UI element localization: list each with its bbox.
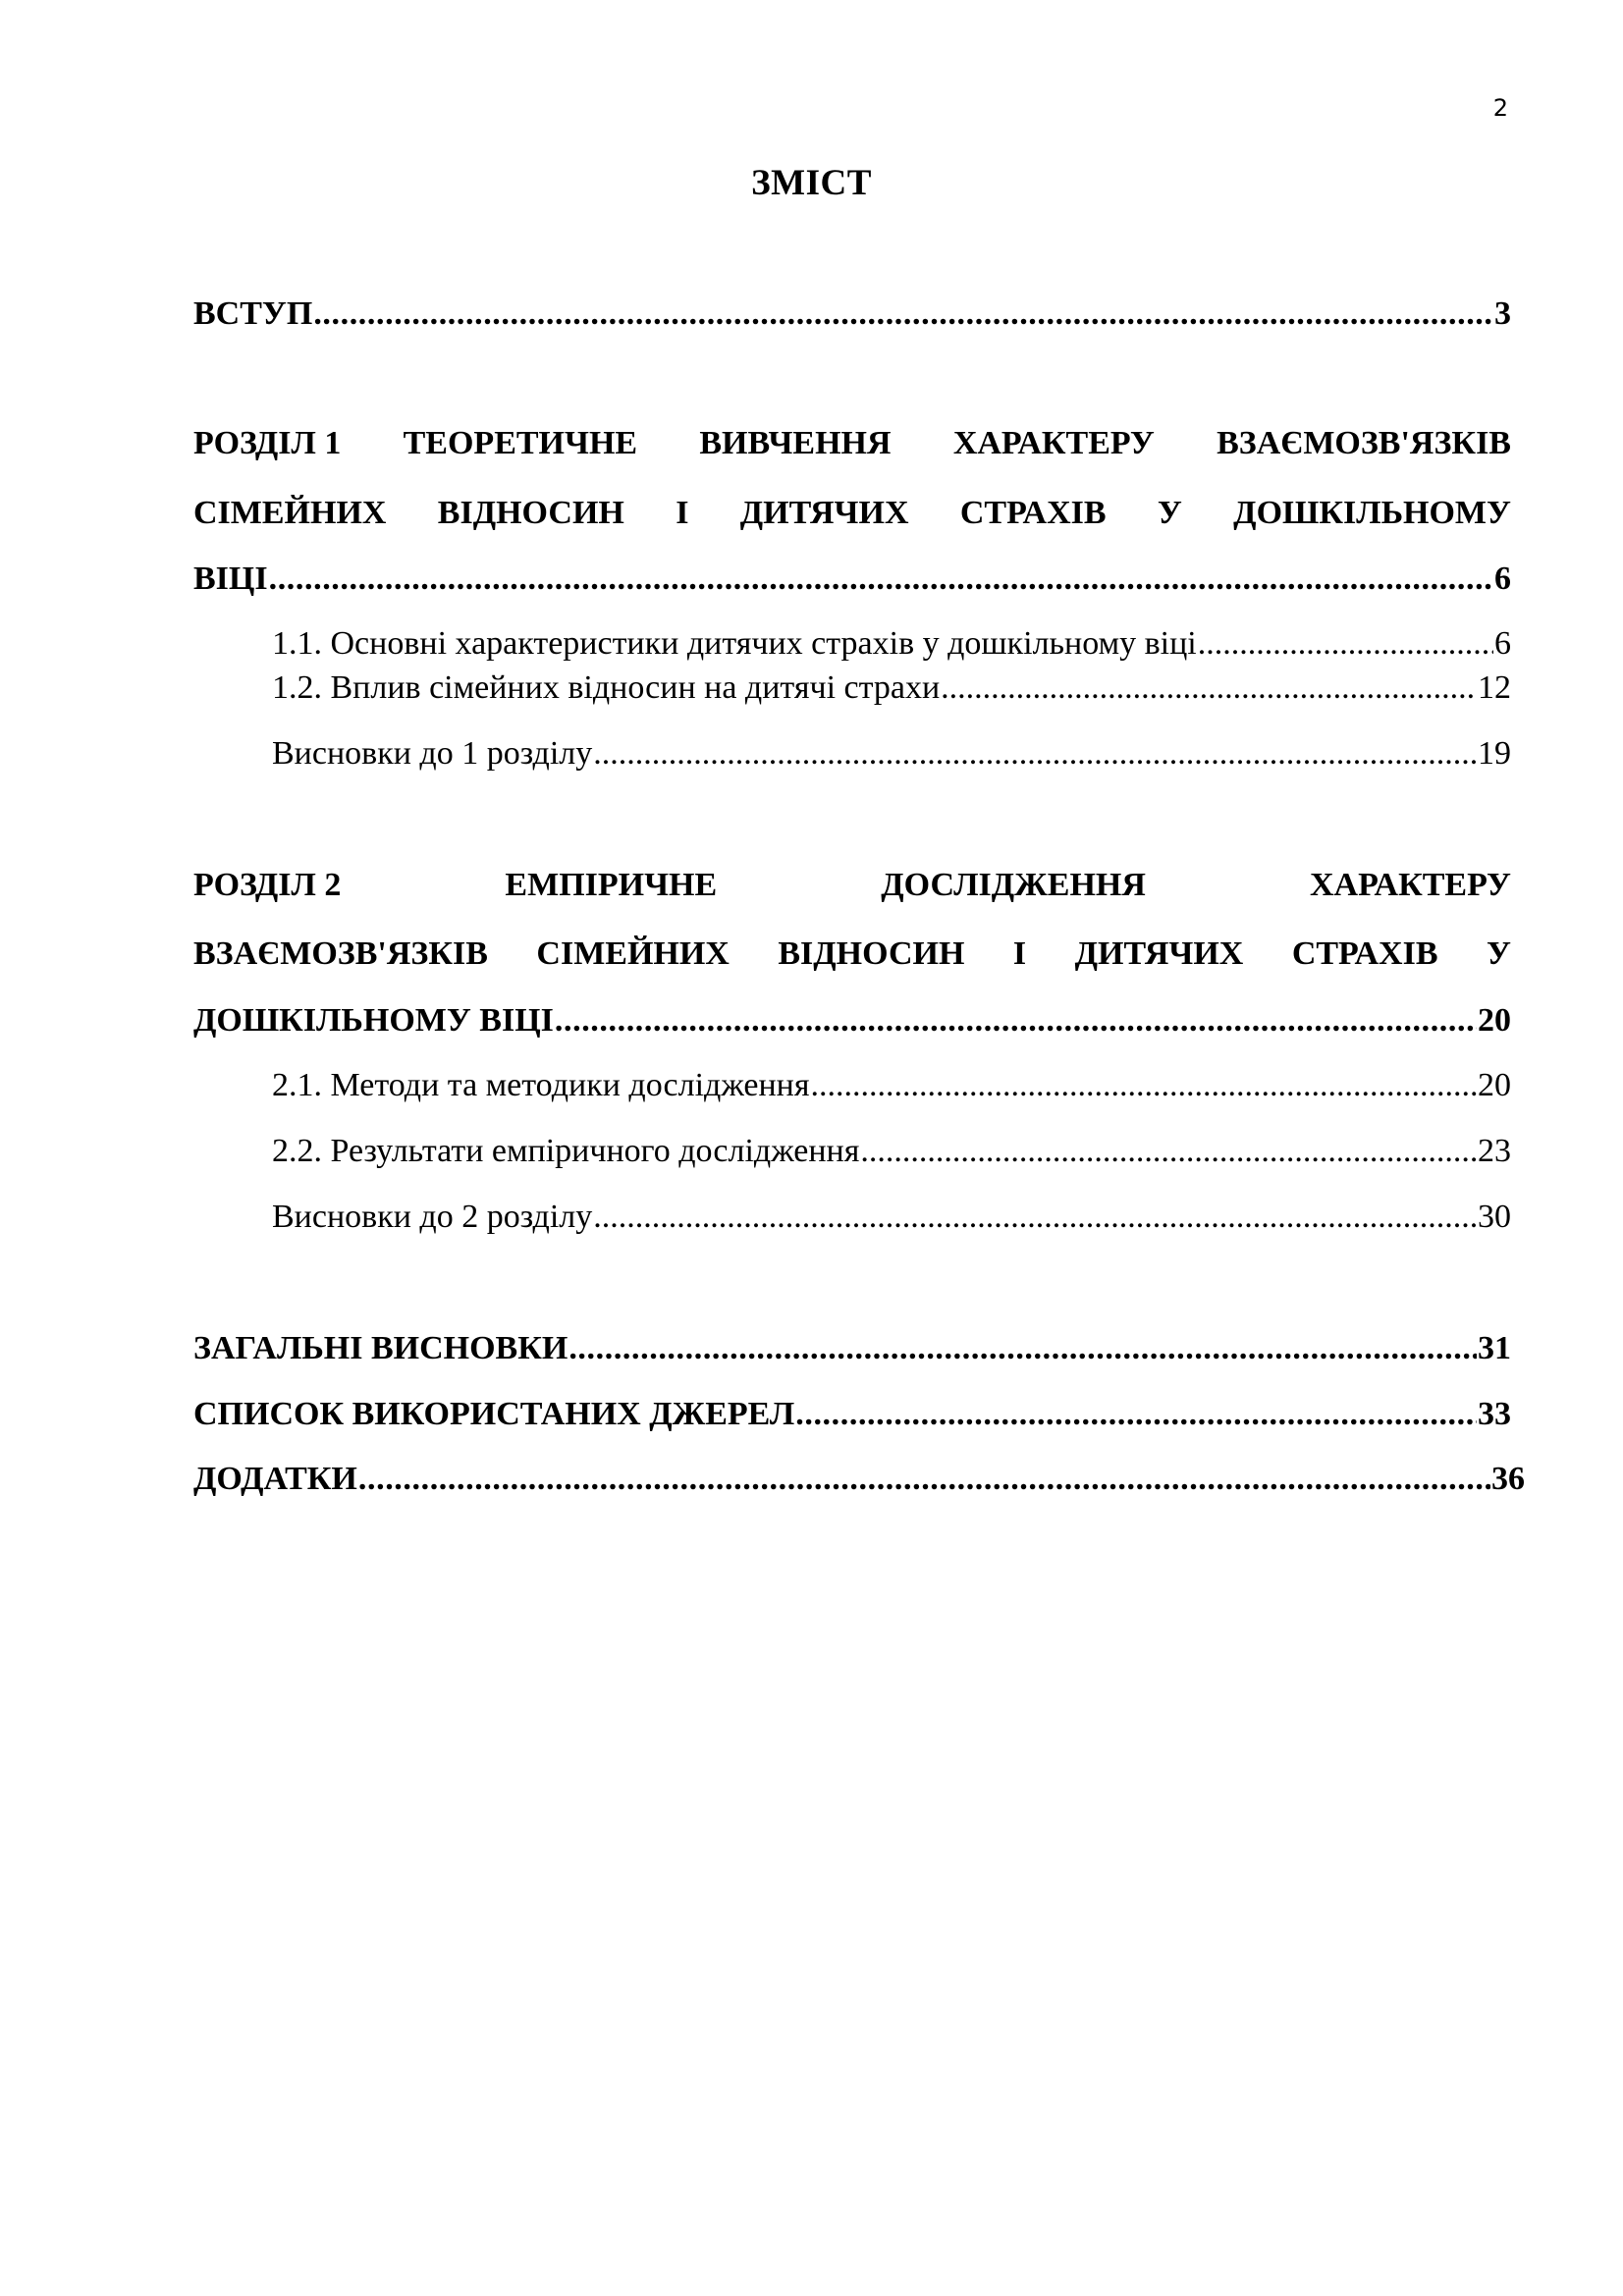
toc-entry-label: СПИСОК ВИКОРИСТАНИХ ДЖЕРЕЛ — [193, 1396, 795, 1432]
toc-entry-intro[interactable] — [193, 297, 1511, 331]
toc-entry-page: 20 — [1478, 1002, 1511, 1039]
heading-word: ДИТЯЧИХ — [1074, 935, 1244, 972]
dot-leader — [860, 1135, 1477, 1168]
heading-word: ВІДНОСИН — [437, 495, 624, 531]
dot-leader — [568, 1332, 1477, 1365]
toc-entry-page: 33 — [1478, 1396, 1511, 1432]
toc-entry-1-conclusions[interactable] — [272, 737, 1511, 771]
toc-entry-label: 2.2. Результати емпіричного дослідження — [272, 1133, 860, 1169]
toc-entry-1-1[interactable] — [272, 627, 1511, 661]
heading-word: СТРАХІВ — [959, 495, 1107, 531]
toc-entry-page: 30 — [1478, 1199, 1511, 1235]
toc-entry-2-2[interactable] — [272, 1135, 1511, 1168]
toc-entry-label: 1.1. Основні характеристики дитячих страхів у дошкільному віці — [272, 625, 1197, 662]
heading-word: ДОСЛІДЖЕННЯ — [881, 867, 1146, 903]
dot-leader — [593, 1201, 1477, 1234]
toc-entry-page: 12 — [1478, 669, 1511, 706]
heading-word: ДИТЯЧИХ — [739, 495, 909, 531]
toc-entry-label: ВСТУП — [193, 295, 313, 332]
heading-word: У — [1157, 495, 1182, 531]
dot-leader — [941, 671, 1477, 705]
dot-leader — [269, 562, 1493, 596]
toc-entry-general-conclusions[interactable] — [193, 1332, 1511, 1365]
toc-entry-label: ДОДАТКИ — [193, 1461, 357, 1497]
heading-word: ТЕОРЕТИЧНЕ — [403, 425, 638, 461]
heading-word: ДОШКІЛЬНОМУ — [1233, 495, 1511, 531]
heading-word: РОЗДІЛ 2 — [193, 867, 342, 903]
toc-entry-1-2[interactable] — [272, 671, 1511, 705]
section-2-heading-line-1[interactable] — [193, 869, 1511, 902]
toc-entry-page: 19 — [1478, 735, 1511, 772]
toc-entry-page: 6 — [1494, 625, 1511, 662]
heading-word: РОЗДІЛ 1 — [193, 425, 342, 461]
toc-entry-page: 36 — [1491, 1461, 1525, 1497]
heading-word: У — [1486, 935, 1511, 972]
heading-word: ВЗАЄМОЗВ'ЯЗКІВ — [193, 935, 488, 972]
section-1-heading-line-1[interactable] — [193, 427, 1511, 460]
heading-word: СІМЕЙНИХ — [536, 935, 730, 972]
page-number: 2 — [1492, 94, 1508, 122]
toc-entry-label: Висновки до 1 розділу — [272, 735, 593, 772]
dot-leader — [555, 1004, 1477, 1038]
toc-entry-page: 6 — [1494, 561, 1511, 597]
toc-title: ЗМІСТ — [751, 163, 872, 203]
heading-word: І — [1012, 935, 1027, 972]
dot-leader — [593, 737, 1477, 771]
toc-entry-page: 31 — [1478, 1330, 1511, 1366]
toc-entry-appendices[interactable] — [193, 1463, 1525, 1496]
section-1-heading-line-2[interactable] — [193, 497, 1511, 530]
dot-leader — [313, 297, 1493, 331]
dot-leader — [811, 1069, 1477, 1102]
heading-word: ХАРАКТЕРУ — [952, 425, 1155, 461]
toc-entry-section-2[interactable] — [193, 1004, 1511, 1038]
heading-word: СІМЕЙНИХ — [193, 495, 387, 531]
toc-entry-label: ДОШКІЛЬНОМУ ВІЦІ — [193, 1002, 554, 1039]
section-2-heading-line-2[interactable] — [193, 937, 1511, 971]
toc-entry-label: ВІЦІ — [193, 561, 268, 597]
dot-leader — [1198, 627, 1493, 661]
dot-leader — [358, 1463, 1490, 1496]
toc-entry-label: Висновки до 2 розділу — [272, 1199, 593, 1235]
heading-word: ЕМПІРИЧНЕ — [505, 867, 718, 903]
toc-entry-page: 3 — [1494, 295, 1511, 332]
toc-entry-label: 1.2. Вплив сімейних відносин на дитячі страхи — [272, 669, 941, 706]
toc-entry-label: 2.1. Методи та методики дослідження — [272, 1067, 810, 1103]
heading-word: ВЗАЄМОЗВ'ЯЗКІВ — [1217, 425, 1511, 461]
heading-word: ВІДНОСИН — [778, 935, 965, 972]
toc-entry-section-1[interactable] — [193, 562, 1511, 596]
toc-entry-2-1[interactable] — [272, 1069, 1511, 1102]
toc-entry-page: 23 — [1478, 1133, 1511, 1169]
heading-word: СТРАХІВ — [1291, 935, 1438, 972]
toc-entry-page: 20 — [1478, 1067, 1511, 1103]
toc-entry-label: ЗАГАЛЬНІ ВИСНОВКИ — [193, 1330, 568, 1366]
heading-word: ХАРАКТЕРУ — [1310, 867, 1511, 903]
toc-entry-2-conclusions[interactable] — [272, 1201, 1511, 1234]
toc-entry-references[interactable] — [193, 1398, 1511, 1431]
heading-word: І — [676, 495, 689, 531]
heading-word: ВИВЧЕННЯ — [699, 425, 892, 461]
dot-leader — [795, 1398, 1477, 1431]
